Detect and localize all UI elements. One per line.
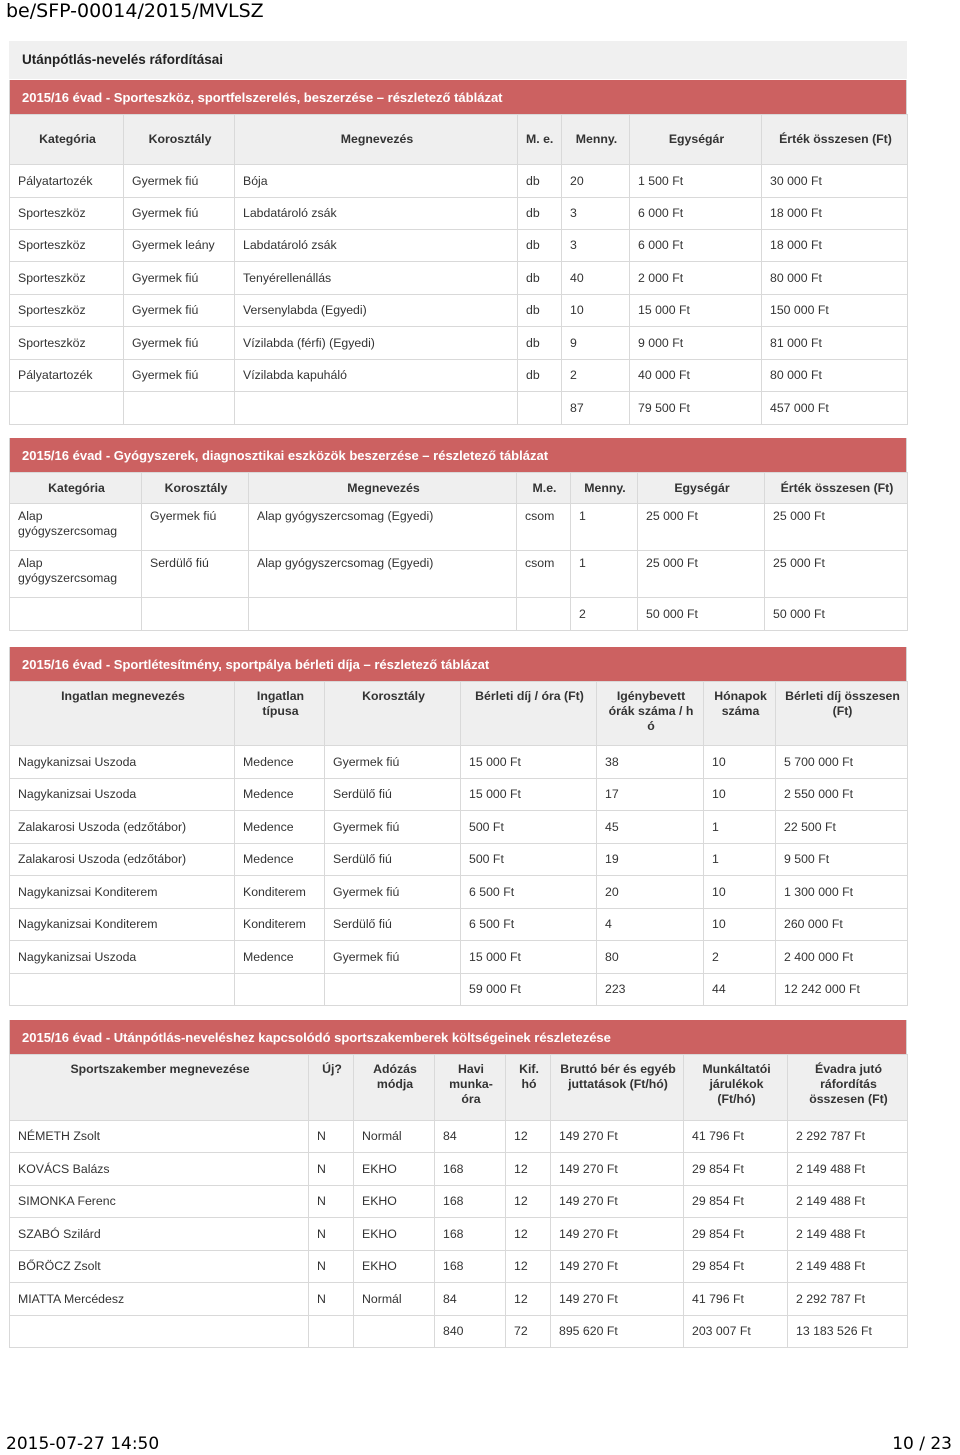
table-cell: EKHO <box>354 1153 435 1186</box>
table-cell: Bója <box>235 165 518 198</box>
total-quantity: 87 <box>562 392 630 425</box>
table-cell: SZABÓ Szilárd <box>10 1218 309 1251</box>
column-header: Bruttó bér és egyéb juttatások (Ft/hó) <box>551 1055 684 1121</box>
table-cell: Medence <box>235 811 325 844</box>
table-cell: 1 <box>704 811 776 844</box>
total-unit-price: 79 500 Ft <box>630 392 762 425</box>
table-cell: 6 500 Ft <box>461 909 597 941</box>
table-row <box>10 811 908 844</box>
table-cell: Tenyérellenállás <box>235 262 518 295</box>
table-row <box>10 165 908 198</box>
table-header-row <box>10 1055 908 1121</box>
column-header: Ingatlan megnevezés <box>10 682 235 746</box>
table-cell: 260 000 Ft <box>776 909 908 941</box>
table-cell: 9 500 Ft <box>776 844 908 876</box>
column-header: Megnevezés <box>235 115 518 165</box>
page-heading-panel <box>9 41 907 79</box>
total-unit-price: 50 000 Ft <box>638 598 765 631</box>
table-cell: 2 149 488 Ft <box>788 1153 908 1186</box>
table-cell: Gyermek fiú <box>325 876 461 909</box>
table-row <box>10 941 908 974</box>
column-header: Korosztály <box>124 115 235 165</box>
gyogyszer-section <box>9 438 907 631</box>
table-cell: 22 500 Ft <box>776 811 908 844</box>
table-cell: Gyermek fiú <box>124 165 235 198</box>
table-cell: 12 <box>506 1121 551 1153</box>
table-cell: Gyermek fiú <box>325 746 461 779</box>
table-row <box>10 779 908 811</box>
table-cell: N <box>309 1218 354 1251</box>
table-cell: Medence <box>235 746 325 779</box>
table-row <box>10 876 908 909</box>
table-row <box>10 360 908 392</box>
total-season-cost: 13 183 526 Ft <box>788 1316 908 1348</box>
table-cell: 38 <box>597 746 704 779</box>
table-cell: EKHO <box>354 1251 435 1283</box>
table-cell: Medence <box>235 844 325 876</box>
table-cell: 6 500 Ft <box>461 876 597 909</box>
table-cell: 2 292 787 Ft <box>788 1121 908 1153</box>
table-cell: 168 <box>435 1218 506 1251</box>
column-header: Menny. <box>571 473 638 504</box>
table-cell: 10 <box>704 746 776 779</box>
table-cell: db <box>518 295 562 327</box>
table-cell: 15 000 Ft <box>630 295 762 327</box>
table-cell: Normál <box>354 1121 435 1153</box>
column-header: Bérleti díj / óra (Ft) <box>461 682 597 746</box>
table-cell: Alap gyógyszercsomag (Egyedi) <box>249 551 517 598</box>
footer-page-number: 10 / 23 <box>892 1434 952 1454</box>
table-cell: Sporteszköz <box>10 230 124 262</box>
table-cell: N <box>309 1121 354 1153</box>
table-cell: Labdatároló zsák <box>235 230 518 262</box>
table-cell: 15 000 Ft <box>461 779 597 811</box>
table-cell: Gyermek fiú <box>325 811 461 844</box>
sporteszkoz-section <box>9 80 907 425</box>
totals-row <box>10 598 908 631</box>
table-cell: Vízilabda kapuháló <box>235 360 518 392</box>
table-cell: N <box>309 1186 354 1218</box>
column-header: M. e. <box>518 115 562 165</box>
table-cell: 80 000 Ft <box>762 360 908 392</box>
section-title: 2015/16 évad - Sportlétesítmény, sportpálya bérleti díja – részletező táblázat <box>9 647 907 681</box>
table-cell: SIMONKA Ferenc <box>10 1186 309 1218</box>
column-header: Érték összesen (Ft) <box>765 473 908 504</box>
table-cell: 29 854 Ft <box>684 1153 788 1186</box>
table-cell: BŐRÖCZ Zsolt <box>10 1251 309 1283</box>
total-employer-contrib: 203 007 Ft <box>684 1316 788 1348</box>
table-cell: db <box>518 327 562 360</box>
table-cell: Konditerem <box>235 909 325 941</box>
page-heading: Utánpótlás-nevelés ráfordításai <box>9 41 907 79</box>
table-cell: Pályatartozék <box>10 360 124 392</box>
table-cell: 84 <box>435 1121 506 1153</box>
table-cell: 12 <box>506 1186 551 1218</box>
table-cell: Sporteszköz <box>10 327 124 360</box>
gyogyszer-table <box>9 472 908 631</box>
table-cell: Nagykanizsai Konditerem <box>10 876 235 909</box>
table-cell: KOVÁCS Balázs <box>10 1153 309 1186</box>
table-cell: db <box>518 198 562 230</box>
table-cell: 10 <box>562 295 630 327</box>
table-cell: 168 <box>435 1153 506 1186</box>
column-header: Egységár <box>630 115 762 165</box>
table-row <box>10 262 908 295</box>
table-cell: 2 149 488 Ft <box>788 1218 908 1251</box>
column-header: Menny. <box>562 115 630 165</box>
column-header: Sportszakember megnevezése <box>10 1055 309 1121</box>
table-row <box>10 295 908 327</box>
table-cell: Gyermek fiú <box>124 295 235 327</box>
sportszakember-table <box>9 1054 908 1348</box>
table-cell: 2 550 000 Ft <box>776 779 908 811</box>
table-cell: 2 <box>704 941 776 974</box>
table-cell: Gyermek fiú <box>124 327 235 360</box>
table-cell: 12 <box>506 1153 551 1186</box>
table-cell: 2 292 787 Ft <box>788 1283 908 1316</box>
table-cell: Pályatartozék <box>10 165 124 198</box>
column-header: Ingatlan típusa <box>235 682 325 746</box>
table-cell: 149 270 Ft <box>551 1283 684 1316</box>
table-cell: 10 <box>704 909 776 941</box>
sportszakember-section <box>9 1020 907 1348</box>
table-cell: Labdatároló zsák <box>235 198 518 230</box>
table-cell: db <box>518 165 562 198</box>
table-cell: Alap gyógyszercsomag <box>10 551 142 598</box>
table-cell: Medence <box>235 941 325 974</box>
table-cell: Zalakarosi Uszoda (edzőtábor) <box>10 844 235 876</box>
table-cell: 4 <box>597 909 704 941</box>
table-cell: 41 796 Ft <box>684 1121 788 1153</box>
table-row <box>10 551 908 598</box>
table-cell: 80 000 Ft <box>762 262 908 295</box>
table-cell: 9 <box>562 327 630 360</box>
table-cell: 168 <box>435 1186 506 1218</box>
table-cell: Nagykanizsai Konditerem <box>10 909 235 941</box>
total-quantity: 2 <box>571 598 638 631</box>
table-row <box>10 1186 908 1218</box>
table-row <box>10 230 908 262</box>
table-cell: 15 000 Ft <box>461 746 597 779</box>
total-rental-fee: 12 242 000 Ft <box>776 974 908 1006</box>
table-cell: Sporteszköz <box>10 198 124 230</box>
table-cell: Serdülő fiú <box>325 844 461 876</box>
column-header: Kif. hó <box>506 1055 551 1121</box>
table-cell: 20 <box>562 165 630 198</box>
table-cell: 25 000 Ft <box>765 551 908 598</box>
table-cell: Gyermek fiú <box>124 198 235 230</box>
table-cell: 500 Ft <box>461 811 597 844</box>
table-cell: Vízilabda (férfi) (Egyedi) <box>235 327 518 360</box>
table-cell: 1 <box>571 504 638 551</box>
sporteszkoz-table <box>9 114 908 425</box>
section-title: 2015/16 évad - Utánpótlás-neveléshez kapcsolódó sportszakemberek költségeinek részletezése <box>9 1020 907 1054</box>
column-header: M.e. <box>517 473 571 504</box>
total-months: 44 <box>704 974 776 1006</box>
totals-row <box>10 1316 908 1348</box>
table-cell: 1 <box>704 844 776 876</box>
table-cell: Alap gyógyszercsomag <box>10 504 142 551</box>
table-row <box>10 327 908 360</box>
table-cell: 6 000 Ft <box>630 198 762 230</box>
table-cell: 1 500 Ft <box>630 165 762 198</box>
footer-date: 2015-07-27 14:50 <box>6 1434 160 1454</box>
totals-row <box>10 974 908 1006</box>
table-header-row <box>10 473 908 504</box>
column-header: Új? <box>309 1055 354 1121</box>
column-header: Adózás módja <box>354 1055 435 1121</box>
column-header: Megnevezés <box>249 473 517 504</box>
table-cell: Versenylabda (Egyedi) <box>235 295 518 327</box>
table-cell: 2 149 488 Ft <box>788 1186 908 1218</box>
table-header-row <box>10 682 908 746</box>
column-header: Érték összesen (Ft) <box>762 115 908 165</box>
table-cell: 81 000 Ft <box>762 327 908 360</box>
table-cell: 20 <box>597 876 704 909</box>
table-cell: Normál <box>354 1283 435 1316</box>
table-cell: 12 <box>506 1251 551 1283</box>
table-cell: csom <box>517 551 571 598</box>
total-value: 457 000 Ft <box>762 392 908 425</box>
table-cell: 5 700 000 Ft <box>776 746 908 779</box>
table-cell: 2 400 000 Ft <box>776 941 908 974</box>
column-header: Hónapok száma <box>704 682 776 746</box>
table-cell: 80 <box>597 941 704 974</box>
document-id: be/SFP-00014/2015/MVLSZ <box>6 0 264 22</box>
column-header: Évadra jutó ráfordítás összesen (Ft) <box>788 1055 908 1121</box>
table-cell: 1 <box>571 551 638 598</box>
table-cell: Medence <box>235 779 325 811</box>
table-row <box>10 1283 908 1316</box>
table-cell: 18 000 Ft <box>762 198 908 230</box>
table-cell: Nagykanizsai Uszoda <box>10 779 235 811</box>
column-header: Kategória <box>10 115 124 165</box>
table-cell: MIATTA Mercédesz <box>10 1283 309 1316</box>
table-cell: EKHO <box>354 1218 435 1251</box>
table-cell: 500 Ft <box>461 844 597 876</box>
table-row <box>10 1153 908 1186</box>
column-header: Egységár <box>638 473 765 504</box>
table-cell: 10 <box>704 779 776 811</box>
table-cell: 12 <box>506 1218 551 1251</box>
table-cell: Gyermek leány <box>124 230 235 262</box>
table-row <box>10 844 908 876</box>
table-cell: 3 <box>562 230 630 262</box>
table-cell: 149 270 Ft <box>551 1153 684 1186</box>
table-cell: Konditerem <box>235 876 325 909</box>
table-cell: 17 <box>597 779 704 811</box>
table-row <box>10 198 908 230</box>
table-row <box>10 1121 908 1153</box>
table-cell: 19 <box>597 844 704 876</box>
table-row <box>10 504 908 551</box>
table-cell: EKHO <box>354 1186 435 1218</box>
table-cell: 40 000 Ft <box>630 360 762 392</box>
table-cell: 29 854 Ft <box>684 1186 788 1218</box>
table-cell: 149 270 Ft <box>551 1218 684 1251</box>
table-cell: 15 000 Ft <box>461 941 597 974</box>
column-header: Bérleti díj összesen (Ft) <box>776 682 908 746</box>
table-row <box>10 746 908 779</box>
table-cell: Gyermek fiú <box>142 504 249 551</box>
table-cell: 2 000 Ft <box>630 262 762 295</box>
table-cell: db <box>518 262 562 295</box>
table-cell: 1 300 000 Ft <box>776 876 908 909</box>
table-cell: Serdülő fiú <box>325 779 461 811</box>
table-cell: Alap gyógyszercsomag (Egyedi) <box>249 504 517 551</box>
column-header: Korosztály <box>142 473 249 504</box>
total-value: 50 000 Ft <box>765 598 908 631</box>
table-header-row <box>10 115 908 165</box>
table-cell: 40 <box>562 262 630 295</box>
table-cell: Sporteszköz <box>10 295 124 327</box>
table-cell: N <box>309 1283 354 1316</box>
table-cell: N <box>309 1153 354 1186</box>
column-header: Igénybevett órák száma / h ó <box>597 682 704 746</box>
table-cell: 149 270 Ft <box>551 1121 684 1153</box>
berleti-dij-table <box>9 681 908 1006</box>
table-row <box>10 1218 908 1251</box>
column-header: Munkáltatói járulékok (Ft/hó) <box>684 1055 788 1121</box>
table-cell: 29 854 Ft <box>684 1218 788 1251</box>
table-cell: 18 000 Ft <box>762 230 908 262</box>
table-cell: Nagykanizsai Uszoda <box>10 941 235 974</box>
table-cell: 9 000 Ft <box>630 327 762 360</box>
table-cell: Gyermek fiú <box>124 262 235 295</box>
table-cell: db <box>518 360 562 392</box>
table-cell: 168 <box>435 1251 506 1283</box>
table-cell: N <box>309 1251 354 1283</box>
table-cell: 41 796 Ft <box>684 1283 788 1316</box>
table-cell: Serdülő fiú <box>142 551 249 598</box>
table-cell: Sporteszköz <box>10 262 124 295</box>
total-gross-wage: 895 620 Ft <box>551 1316 684 1348</box>
table-cell: 30 000 Ft <box>762 165 908 198</box>
table-cell: db <box>518 230 562 262</box>
table-cell: csom <box>517 504 571 551</box>
table-cell: 6 000 Ft <box>630 230 762 262</box>
table-cell: Zalakarosi Uszoda (edzőtábor) <box>10 811 235 844</box>
table-cell: 45 <box>597 811 704 844</box>
table-cell: Gyermek fiú <box>124 360 235 392</box>
section-title: 2015/16 évad - Sporteszköz, sportfelszerelés, beszerzése – részletező táblázat <box>9 80 907 114</box>
table-cell: 2 <box>562 360 630 392</box>
table-row <box>10 909 908 941</box>
column-header: Korosztály <box>325 682 461 746</box>
table-cell: 150 000 Ft <box>762 295 908 327</box>
column-header: Kategória <box>10 473 142 504</box>
total-monthly-hours: 840 <box>435 1316 506 1348</box>
table-cell: 2 149 488 Ft <box>788 1251 908 1283</box>
table-cell: Nagykanizsai Uszoda <box>10 746 235 779</box>
table-cell: 29 854 Ft <box>684 1251 788 1283</box>
table-cell: 84 <box>435 1283 506 1316</box>
table-cell: NÉMETH Zsolt <box>10 1121 309 1153</box>
table-cell: 25 000 Ft <box>638 551 765 598</box>
table-cell: 12 <box>506 1283 551 1316</box>
section-title: 2015/16 évad - Gyógyszerek, diagnosztikai eszközök beszerzése – részletező táblázat <box>9 438 907 472</box>
column-header: Havi munka-óra <box>435 1055 506 1121</box>
table-cell: Gyermek fiú <box>325 941 461 974</box>
table-cell: 25 000 Ft <box>638 504 765 551</box>
table-cell: 149 270 Ft <box>551 1251 684 1283</box>
total-months: 72 <box>506 1316 551 1348</box>
total-hourly-fee: 59 000 Ft <box>461 974 597 1006</box>
berleti-dij-section <box>9 647 907 1006</box>
table-cell: 3 <box>562 198 630 230</box>
table-cell: 149 270 Ft <box>551 1186 684 1218</box>
total-hours: 223 <box>597 974 704 1006</box>
totals-row <box>10 392 908 425</box>
table-row <box>10 1251 908 1283</box>
table-cell: Serdülő fiú <box>325 909 461 941</box>
table-cell: 25 000 Ft <box>765 504 908 551</box>
table-cell: 10 <box>704 876 776 909</box>
